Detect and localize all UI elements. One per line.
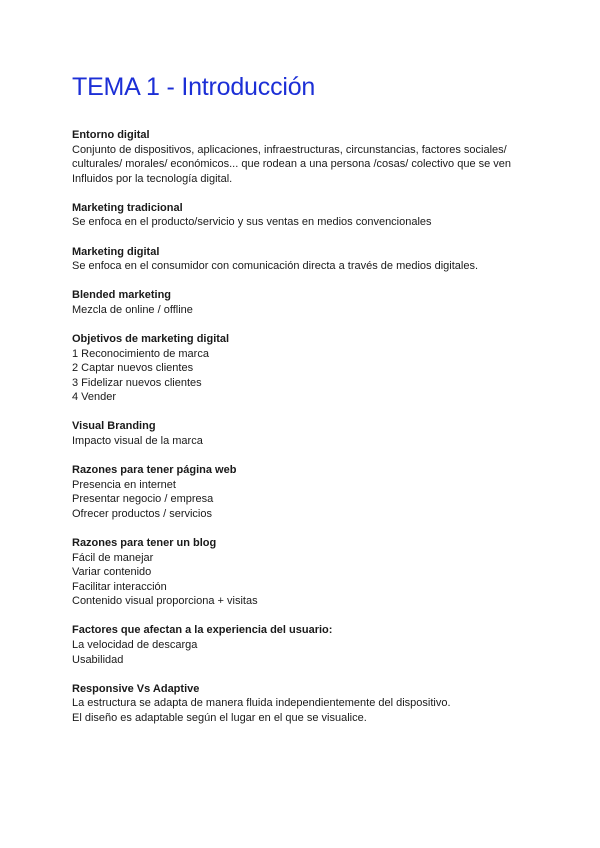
section-text-line: culturales/ morales/ económicos... que rodean a una persona /cosas/ colectivo que se ven — [72, 158, 512, 171]
section-text-line: 1 Reconocimiento de marca — [72, 347, 209, 360]
section-razones-blog — [72, 536, 542, 609]
section-objetivos-marketing — [72, 332, 542, 405]
section-text-line: Presentar negocio / empresa — [72, 493, 214, 506]
section-text-line: Presencia en internet — [72, 478, 176, 491]
section-text-line: Variar contenido — [72, 566, 152, 579]
document-page — [72, 72, 542, 740]
section-text-line: Influidos por la tecnología digital. — [72, 172, 233, 185]
section-text-line: Impacto visual de la marca — [72, 435, 203, 447]
section-heading: Razones para tener página web — [72, 464, 237, 477]
section-text-line: Ofrecer productos / servicios — [72, 507, 212, 520]
section-heading: Marketing tradicional — [72, 201, 183, 214]
section-text-line: Conjunto de dispositivos, aplicaciones, infraestructuras, circunstancias, factores sociales/ — [72, 143, 507, 156]
section-text-line: Contenido visual proporciona + visitas — [72, 595, 258, 608]
section-marketing-digital — [72, 245, 542, 274]
section-heading: Razones para tener un blog — [72, 536, 217, 549]
section-text-line: Se enfoca en el producto/servicio y sus ventas en medios convencionales — [72, 216, 432, 229]
section-text-line: Fácil de manejar — [72, 551, 154, 564]
page-title: TEMA 1 - Introducción — [72, 73, 316, 101]
section-text-line: La estructura se adapta de manera fluida independientemente del dispositivo. — [72, 697, 451, 710]
section-heading: Marketing digital — [72, 245, 160, 258]
section-razones-pagina-web — [72, 463, 542, 521]
section-heading: Entorno digital — [72, 129, 150, 141]
section-heading: Visual Branding — [72, 420, 156, 433]
section-text-line: Se enfoca en el consumidor con comunicación directa a través de medios digitales. — [72, 260, 479, 273]
section-text-line: 4 Vender — [72, 391, 117, 404]
section-blended-marketing — [72, 288, 542, 317]
section-text-line: El diseño es adaptable según el lugar en el que se visualice. — [72, 711, 367, 724]
section-text-line: Facilitar interacción — [72, 580, 167, 593]
section-factores-experiencia — [72, 623, 542, 667]
section-heading: Factores que afectan a la experiencia del usuario: — [72, 624, 333, 637]
section-heading: Objetivos de marketing digital — [72, 332, 230, 345]
section-marketing-tradicional — [72, 201, 542, 230]
section-text-line: 3 Fidelizar nuevos clientes — [72, 376, 202, 389]
section-responsive-adaptive — [72, 682, 542, 726]
section-text-line: 2 Captar nuevos clientes — [72, 362, 194, 375]
section-heading: Responsive Vs Adaptive — [72, 682, 200, 695]
section-entorno-digital — [72, 128, 542, 186]
section-text-line: La velocidad de descarga — [72, 639, 198, 652]
section-heading: Blended marketing — [72, 289, 172, 302]
section-visual-branding — [72, 419, 542, 448]
section-text-line: Usabilidad — [72, 653, 124, 666]
section-text-line: Mezcla de online / offline — [72, 303, 193, 316]
